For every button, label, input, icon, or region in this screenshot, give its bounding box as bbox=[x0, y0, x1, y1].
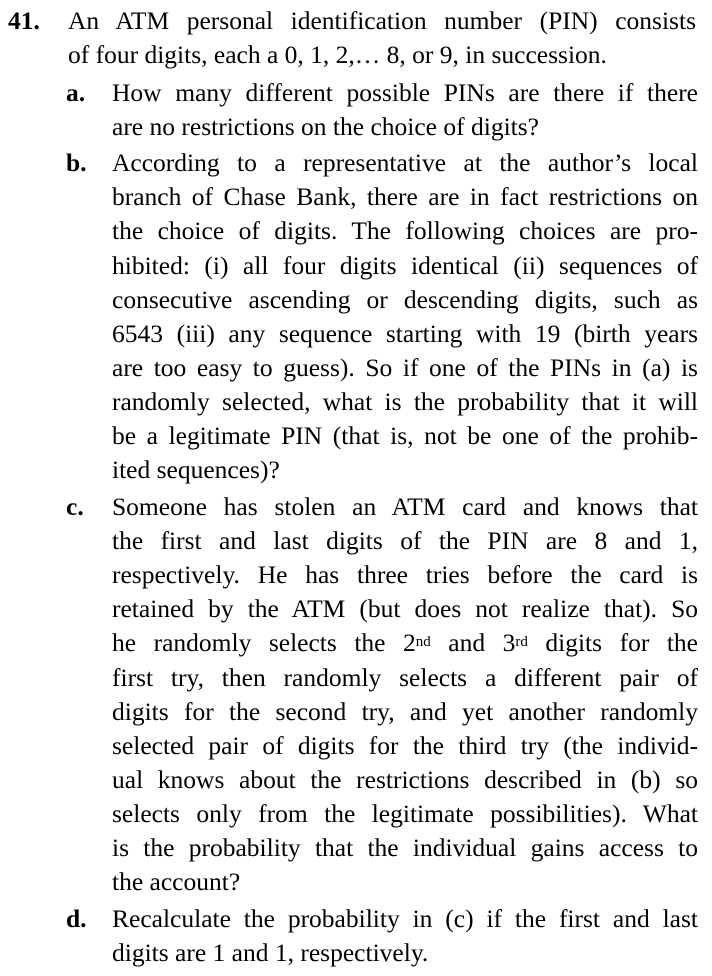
part-c-line: selected pair of digits for the third try (the individ- bbox=[112, 731, 698, 760]
part-b-line: consecutive ascending or descending digits, such as bbox=[112, 285, 698, 314]
part-b-line: the choice of digits. The following choices are pro- bbox=[112, 216, 698, 245]
part-d-label: d. bbox=[66, 904, 87, 933]
part-c-line: selects only from the legitimate possibilities). What bbox=[112, 799, 698, 828]
problem-number: 41. bbox=[8, 6, 40, 35]
part-c-line: ual knows about the restrictions described in (b) so bbox=[112, 765, 698, 794]
part-c-line: the first and last digits of the PIN are 8 and 1, bbox=[112, 526, 698, 555]
ordinal-superscript: rd bbox=[515, 634, 528, 650]
part-c-text: digits for the bbox=[527, 628, 698, 657]
problem-intro-line: of four digits, each a 0, 1, 2,… 8, or 9, in succession. bbox=[68, 40, 607, 69]
ordinal-superscript: nd bbox=[415, 634, 431, 650]
part-c-line: digits for the second try, and yet another randomly bbox=[112, 697, 698, 726]
part-b-line: randomly selected, what is the probability that it will bbox=[112, 387, 698, 416]
part-c-line: retained by the ATM (but does not realize that). So bbox=[112, 594, 698, 623]
part-c-line: first try, then randomly selects a different pair of bbox=[112, 663, 698, 692]
part-c-text: and 3 bbox=[430, 628, 516, 657]
part-b-line: ited sequences)? bbox=[112, 455, 280, 484]
part-c-line-ordinals bbox=[112, 626, 698, 660]
part-a-line: How many different possible PINs are there if there bbox=[112, 78, 698, 107]
part-c-line: respectively. He has three tries before the card is bbox=[112, 560, 698, 589]
part-b-line: 6543 (iii) any sequence starting with 19 (birth years bbox=[112, 319, 698, 348]
part-c-text: he randomly selects the 2 bbox=[112, 628, 416, 657]
part-b-line: hibited: (i) all four digits identical (ii) sequences of bbox=[112, 251, 698, 280]
part-a-label: a. bbox=[66, 78, 86, 107]
part-b-label: b. bbox=[66, 148, 87, 177]
part-b-line: According to a representative at the author’s local bbox=[112, 148, 698, 177]
part-d-line: Recalculate the probability in (c) if the first and last bbox=[112, 904, 698, 933]
part-b-line: are too easy to guess). So if one of the PINs in (a) is bbox=[112, 353, 698, 382]
part-b-line: branch of Chase Bank, there are in fact restrictions on bbox=[112, 182, 698, 211]
part-b-line: be a legitimate PIN (that is, not be one of the prohib- bbox=[112, 421, 698, 450]
part-d-line: digits are 1 and 1, respectively. bbox=[112, 938, 429, 967]
part-a-line: are no restrictions on the choice of digits? bbox=[112, 112, 539, 141]
part-c-line: is the probability that the individual gains access to bbox=[112, 833, 698, 862]
part-c-line: Someone has stolen an ATM card and knows that bbox=[112, 492, 698, 521]
part-c-line: the account? bbox=[112, 867, 241, 896]
problem-intro-line: An ATM personal identification number (PIN) consists bbox=[68, 6, 696, 35]
part-c-label: c. bbox=[66, 492, 84, 521]
